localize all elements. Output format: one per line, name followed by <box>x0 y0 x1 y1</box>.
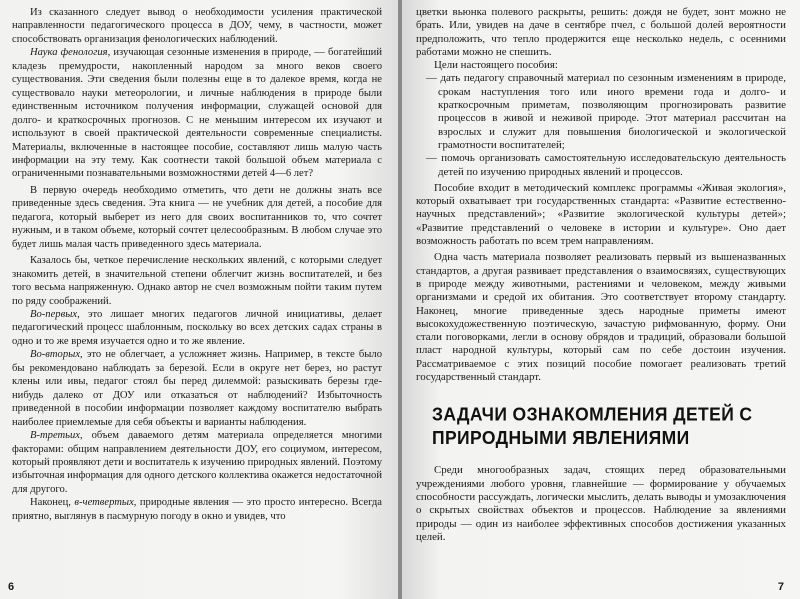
paragraph-phenology: Наука фенология, изучающая сезонные изменения в природе, — богатейший кладезь премудрости, накопленный народом за много веков своего существования. Эти сведения были полезны еще в то далекое время, когда не существовало науки метеорологии, и личные наблюдения в природе были единственным источником получения информации, служащей основой для долго- и краткосрочных прогнозов. С не меньшим интересом их изучают и используют в своей практической деятельности современные специалисты. Материалы, включенные в настоящее пособие, составляют лишь малую часть информации на эту тему. Как соотнести такой большой объем материала с ограниченными познавательными возможностями детей 4—6 лет? <box>12 47 382 180</box>
paragraph: цветки вьюнка полевого раскрыты, решить: дождя не будет, зонт можно не брать. Или, увидев на даче в сентябре пчел, с большой долей вероятности предположить, что тепло продержится еще несколько недель, с осенними работами можно не спешить. <box>416 6 786 58</box>
paragraph: Пособие входит в методический комплекс программы «Живая экология», который охватывает три государственных стандарта: «Развитие естественно-научных представлений»; «Развитие экологической культуры детей»; «Развитие представлений о человеке в истории и культуре». Оно дает возможность работать по всем трем направлениям. <box>416 181 786 248</box>
italic-lead-in: в-четвертых <box>74 497 134 509</box>
italic-lead-in: Во-вторых <box>30 349 81 361</box>
page-number: 7 <box>777 581 784 593</box>
italic-lead-in: В-третьих <box>30 430 80 442</box>
paragraph: Из сказанного следует вывод о необходимости усиления практической направленности педагогического процесса в ДОУ, чему, в частности, может способствовать организация фенологических наблюдений. <box>12 7 382 45</box>
paragraph-second: Во-вторых, это не облегчает, а усложняет жизнь. Например, в тексте было бы рекомендовано наблюдать за березой. Если в округе нет берез, но растут клены или ивы, педагог стоял бы перед дилеммой: разыскивать березы где-нибудь далеко от ДОУ или отказаться от наблюдений? Избыточность приведенной в пособии информации позволяет каждому воспитателю выбрать наиболее приемлемые для себя объекты и варианты наблюдения. <box>12 349 382 428</box>
italic-lead-in: Во-первых <box>30 308 78 320</box>
paragraph: В первую очередь необходимо отметить, что дети не должны знать все приведенные здесь сведения. Эта книга — не учебник для детей, а пособие для педагога, который выберет из него для своих воспитанников то, что сочтет нужным, и в таком объеме, который сочтет целесообразным. В любом случае это будет лишь малая часть приведенного здесь материала. <box>12 184 382 250</box>
list-item: — помочь организовать самостоятельную исследовательскую деятельность детей по изучению природных явлений и процессов. <box>426 152 786 178</box>
goals-title: Цели настоящего пособия: <box>434 59 558 72</box>
page-number: 6 <box>8 581 15 593</box>
paragraph: Одна часть материала позволяет реализовать первый из вышеназванных стандартов, а другая развивает представления о взаимосвязях, существующих в природе между животными, растениями и человеком, между живыми организмами и средой их обитания. Это соответствует второму стандарту. Наконец, многие приведенные здесь народные приметы имеют высокохудожественную поэтическую, зачастую рифмованную, форму. Они стали поговорками, легли в основу обрядов и традиций, образовали большой пласт народной культуры, который сам по себе достоин изучения. Рассматриваемое с этих позиций пособие помогает реализовать третий государственный стандарт. <box>416 251 786 384</box>
paragraph: Среди многообразных задач, стоящих перед образовательными учреждениями любого уровня, главнейшие — формирование у обучаемых способности рассуждать, логически мыслить, делать выводы и умозаключения о скрытых свойствах объектов и процессов. Наблюдение за явлениями природы — один из наиболее эффективных способов достижения указанных целей. <box>416 464 786 543</box>
left-page <box>0 0 398 599</box>
section-heading: ЗАДАЧИ ОЗНАКОМЛЕНИЯ ДЕТЕЙ С ПРИРОДНЫМИ ЯВЛЕНИЯМИ <box>432 404 753 449</box>
paragraph-third: В-третьих, объем даваемого детям материала определяется многими факторами: общим направлением деятельности ДОУ, его социумом, интересом, который проявляют дети и воспитатель к изучению природных явлений. Поэтому избыточная информация для одного детского коллектива окажется недостаточной для другого. <box>12 430 382 495</box>
paragraph: Казалось бы, четкое перечисление нескольких явлений, с которыми следует знакомить детей, в значительной степени облегчит жизнь воспитателей, и без того весьма напряженную. Однако автор не счел возможным пойти таким путем по ряду соображений. <box>12 255 382 307</box>
paragraph-first: Во-первых, это лишает многих педагогов личной инициативы, делает педагогический процесс шаблонным, поскольку во всех детских садах страны в одно и то же время изучается одно и то же явление. <box>12 308 382 347</box>
paragraph-fourth: Наконец, в-четвертых, природные явления — это просто интересно. Всегда приятно, выглянув в пасмурную погоду в окно и увидев, что <box>12 497 382 522</box>
right-page <box>402 0 800 599</box>
italic-lead-in: Наука фенология <box>30 47 108 59</box>
list-item: — дать педагогу справочный материал по сезонным изменениям в природе, срокам наступления того или иного времени года и долго- и краткосрочным приметам, позволяющим прогнозировать развитие процессов в живой и неживой природе. Этот материал рассчитан на взрослых и служит для повышения биологической и экологической грамотности воспитателей; <box>426 72 786 151</box>
